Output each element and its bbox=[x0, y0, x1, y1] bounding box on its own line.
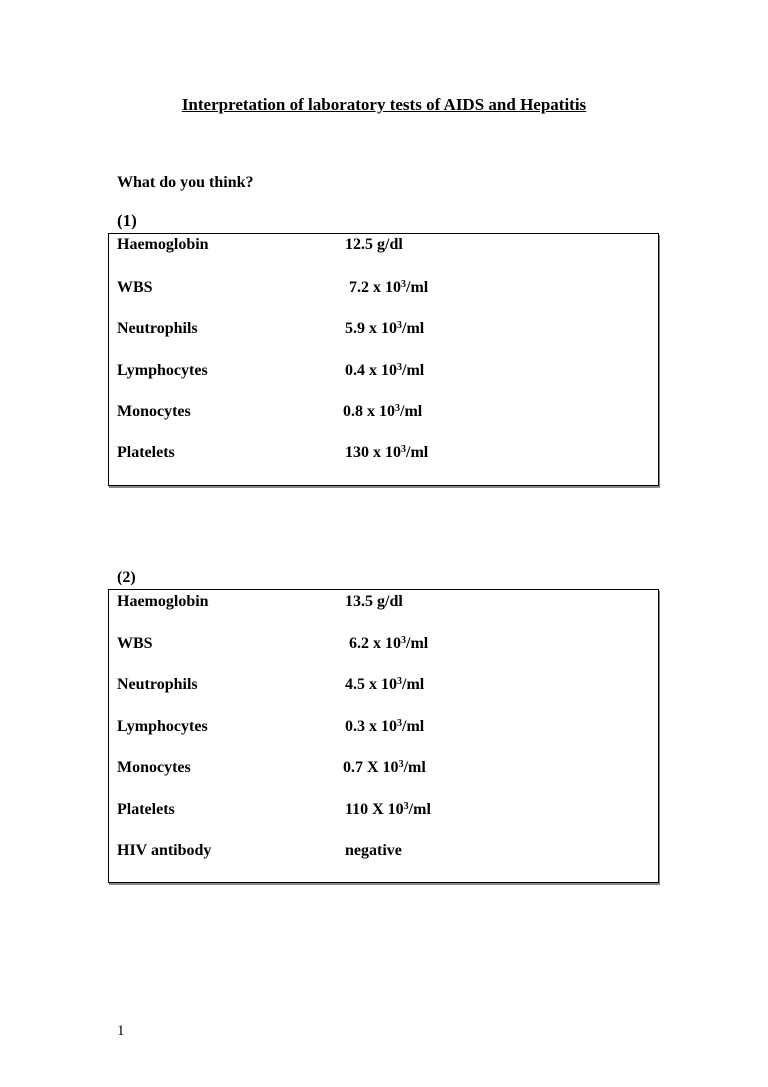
result-label: Monocytes bbox=[117, 759, 191, 776]
result-row-monocytes bbox=[109, 401, 658, 423]
result-value: 5.9 x $10^3/ml$ bbox=[345, 320, 425, 337]
result-value: 0.8 x $10^3/ml$ bbox=[343, 403, 423, 420]
case-2-number: (2) bbox=[117, 569, 136, 586]
page-title: Interpretation of laboratory tests of AIDS and Hepatitis bbox=[181, 95, 587, 114]
result-value: 12.5 g/dl bbox=[345, 236, 403, 253]
result-label: Lymphocytes bbox=[117, 718, 208, 735]
result-value: 130 x $10^3/ml$ bbox=[345, 444, 429, 461]
result-value: 0.4 x $10^3/ml$ bbox=[345, 362, 425, 379]
result-value: 13.5 g/dl bbox=[345, 593, 403, 610]
result-label: Haemoglobin bbox=[117, 236, 209, 253]
page-number: 1 bbox=[117, 1023, 125, 1039]
result-label: Lymphocytes bbox=[117, 362, 208, 379]
result-row-platelets bbox=[109, 799, 658, 821]
result-row-wbs bbox=[109, 633, 658, 655]
result-label: WBS bbox=[117, 635, 153, 652]
result-row-haemoglobin bbox=[109, 591, 658, 613]
result-label: Neutrophils bbox=[117, 676, 198, 693]
result-row-haemoglobin bbox=[109, 234, 658, 256]
case-1-number: (1) bbox=[117, 211, 137, 230]
result-label: Neutrophils bbox=[117, 320, 198, 337]
result-value: 7.2 x $10^3/ml$ bbox=[349, 279, 429, 296]
result-label: Platelets bbox=[117, 444, 175, 461]
result-value: 4.5 x $10^3/ml$ bbox=[345, 676, 425, 693]
result-row-neutrophils bbox=[109, 674, 658, 696]
result-value: 6.2 x $10^3/ml$ bbox=[349, 635, 429, 652]
result-value: negative bbox=[345, 842, 402, 859]
result-row-lymphocytes bbox=[109, 716, 658, 738]
result-label: WBS bbox=[117, 279, 153, 296]
result-row-wbs bbox=[109, 277, 658, 299]
result-row-lymphocytes bbox=[109, 360, 658, 382]
result-label: Platelets bbox=[117, 801, 175, 818]
result-label: HIV antibody bbox=[117, 842, 212, 859]
result-row-neutrophils bbox=[109, 318, 658, 340]
result-value: 0.3 x $10^3/ml$ bbox=[345, 718, 425, 735]
case-2-results-box bbox=[108, 589, 659, 883]
result-row-hiv-antibody bbox=[109, 840, 658, 862]
result-value: 0.7 X $10^3/ml$ bbox=[343, 759, 426, 776]
question-heading: What do you think? bbox=[117, 174, 254, 191]
result-label: Monocytes bbox=[117, 403, 191, 420]
result-value: 110 X $10^3/ml$ bbox=[345, 801, 431, 818]
result-label: Haemoglobin bbox=[117, 593, 209, 610]
result-row-platelets bbox=[109, 442, 658, 464]
result-row-monocytes bbox=[109, 757, 658, 779]
case-1-results-box bbox=[108, 233, 659, 486]
